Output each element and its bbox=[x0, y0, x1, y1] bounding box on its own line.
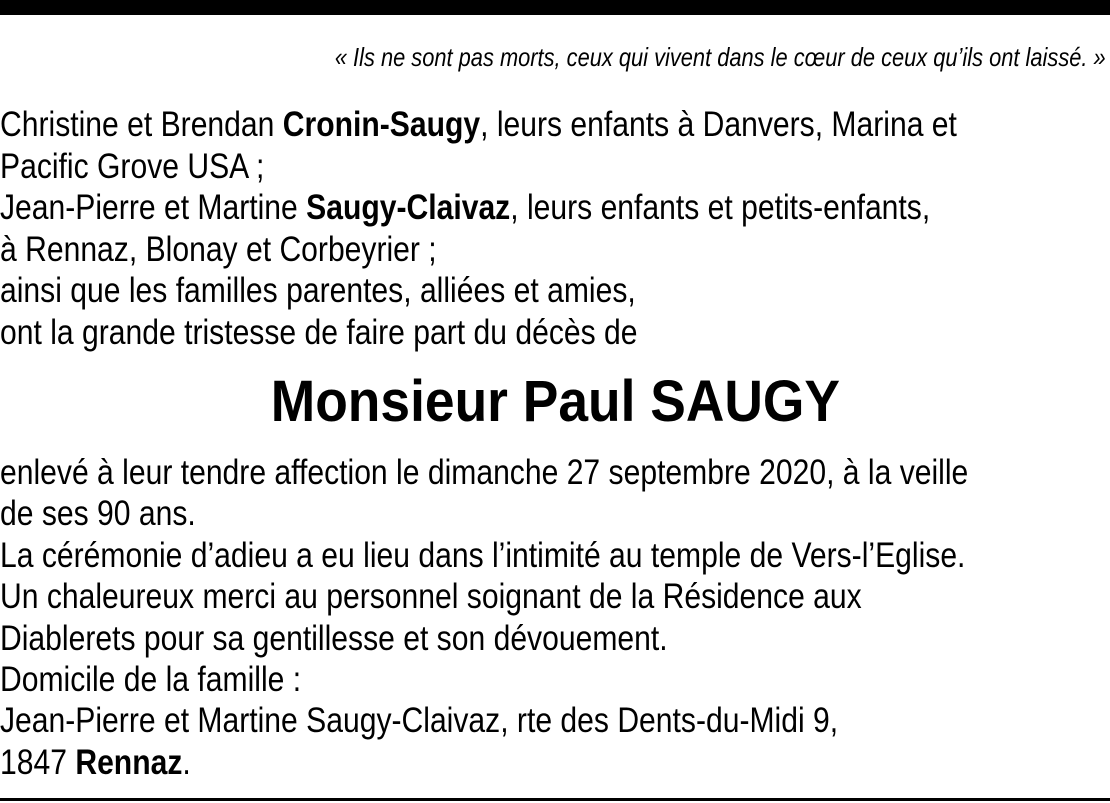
line-text: Diablerets pour sa gentillesse et son dévouement. bbox=[0, 618, 668, 658]
top-border-rule bbox=[0, 0, 1110, 15]
families-line bbox=[0, 104, 957, 146]
place-name-bold: Rennaz bbox=[75, 742, 183, 782]
epigraph-quote: « Ils ne sont pas morts, ceux qui vivent dans le cœur de ceux qu’ils ont laissé. » bbox=[335, 42, 1106, 72]
line-text: Domicile de la famille : bbox=[0, 659, 302, 699]
line-text: de ses 90 ans. bbox=[0, 494, 196, 534]
line-text: ainsi que les familles parentes, alliées et amies, bbox=[0, 271, 636, 310]
families-line bbox=[0, 187, 957, 229]
families-announcement bbox=[0, 104, 1110, 353]
line-text: 1847 bbox=[0, 742, 76, 782]
body-line bbox=[0, 535, 968, 576]
body-line bbox=[0, 659, 968, 700]
body-line bbox=[0, 493, 968, 534]
line-text: Jean-Pierre et Martine Saugy-Claivaz, rte des Dents-du-Midi 9, bbox=[0, 701, 839, 741]
body-line bbox=[0, 700, 968, 741]
line-text: ont la grande tristesse de faire part du décès de bbox=[0, 312, 638, 352]
deceased-name-heading bbox=[0, 370, 1110, 434]
body-line bbox=[0, 452, 968, 493]
line-text: , leurs enfants et petits-enfants, bbox=[510, 188, 931, 227]
body-line bbox=[0, 618, 968, 659]
families-line bbox=[0, 146, 957, 188]
families-line bbox=[0, 270, 957, 312]
line-text: enlevé à leur tendre affection le dimanche 27 septembre 2020, à la veille bbox=[0, 453, 969, 492]
family-name-bold: Saugy-Claivaz bbox=[306, 188, 511, 227]
line-text: Jean-Pierre et Martine bbox=[0, 188, 307, 227]
line-text: Pacific Grove USA ; bbox=[0, 146, 265, 186]
family-name-bold: Cronin-Saugy bbox=[282, 105, 481, 144]
families-line bbox=[0, 312, 957, 354]
line-text: à Rennaz, Blonay et Corbeyrier ; bbox=[0, 229, 437, 269]
line-text: Un chaleureux merci au personnel soignant de la Résidence aux bbox=[0, 577, 862, 617]
notice-body bbox=[0, 452, 1110, 783]
line-text: La cérémonie d’adieu a eu lieu dans l’intimité au temple de Vers-l’Eglise. bbox=[0, 535, 966, 575]
line-text: , leurs enfants à Danvers, Marina et bbox=[480, 105, 957, 144]
body-line bbox=[0, 742, 968, 783]
line-text: Christine et Brendan bbox=[0, 105, 283, 144]
body-line bbox=[0, 576, 968, 617]
families-line bbox=[0, 229, 957, 271]
bottom-border-rule bbox=[0, 798, 1110, 801]
line-text: . bbox=[182, 742, 191, 782]
deceased-name: Monsieur Paul SAUGY bbox=[270, 369, 840, 434]
